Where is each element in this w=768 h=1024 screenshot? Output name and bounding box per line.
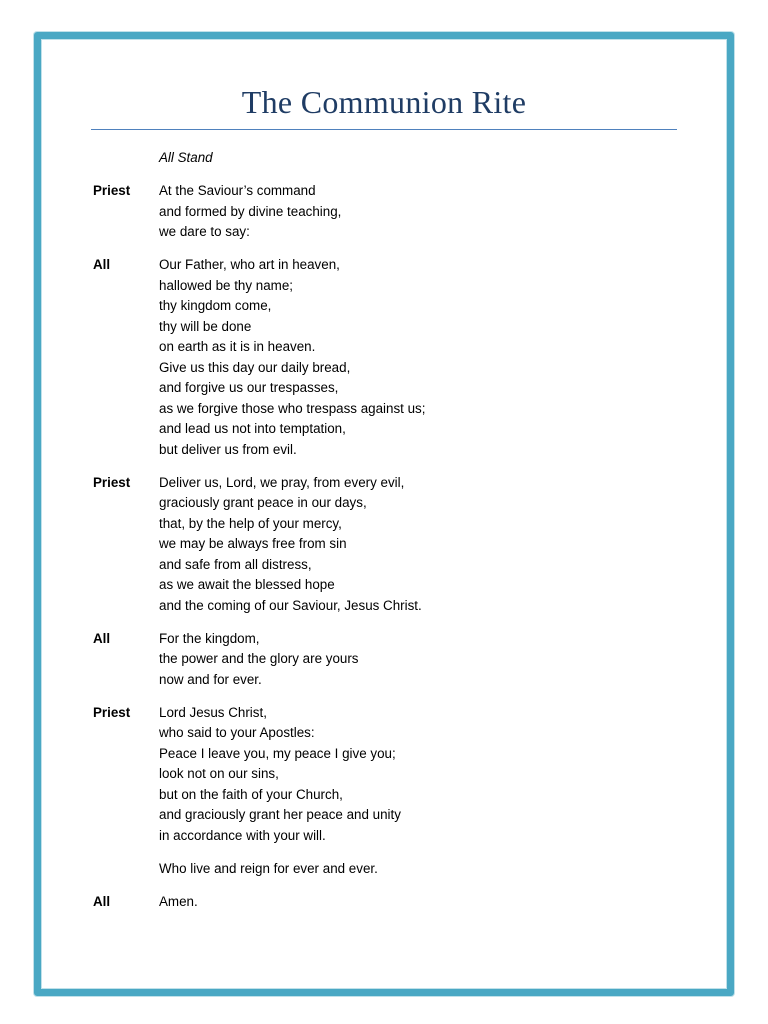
stanza-line: Peace I leave you, my peace I give you; — [159, 745, 396, 761]
stanza-line: we may be always free from sin — [159, 536, 347, 551]
stanza-lords-prayer — [93, 255, 683, 460]
speaker-label: All — [93, 630, 111, 646]
stanza-line: and safe from all distress, — [159, 556, 312, 572]
rubric-stanza — [93, 148, 683, 169]
stanza-line: For the kingdom, — [159, 630, 260, 646]
stanza-line: Amen. — [159, 893, 198, 909]
stanza-conclusion — [93, 859, 683, 880]
title-underline — [91, 129, 677, 130]
stanza-line: as we forgive those who trespass against us; — [159, 400, 426, 416]
stanza-lines — [159, 703, 683, 847]
speaker-label — [93, 859, 159, 880]
stanza-lines — [159, 181, 683, 243]
stanza-line: that, by the help of your mercy, — [159, 515, 342, 531]
stanza-lines — [159, 255, 683, 460]
stanza-line: and formed by divine teaching, — [159, 203, 342, 219]
stanza-line: and lead us not into temptation, — [159, 421, 346, 436]
stanza-line: Give us this day our daily bread, — [159, 359, 351, 375]
rubric-all-stand: All Stand — [159, 150, 213, 165]
stanza-line: who said to your Apostles: — [159, 725, 315, 740]
stanza-line: Who live and reign for ever and ever. — [159, 860, 378, 876]
stanza-line: and forgive us our trespasses, — [159, 380, 339, 395]
stanza-line: now and for ever. — [159, 671, 262, 687]
speaker-label: Priest — [93, 704, 131, 720]
stanza-line: and the coming of our Saviour, Jesus Christ. — [159, 597, 422, 613]
stanza-line: we dare to say: — [159, 224, 250, 239]
speaker-label: Priest — [93, 183, 131, 198]
stanza-line: look not on our sins, — [159, 766, 279, 781]
stanza-lines — [159, 892, 683, 913]
stanza-line: as we await the blessed hope — [159, 577, 335, 592]
stanza-line: graciously grant peace in our days, — [159, 495, 367, 510]
stanza-line: but on the faith of your Church, — [159, 786, 343, 802]
stanza-lines — [159, 148, 683, 169]
speaker-label: All — [93, 893, 111, 909]
stanza-line: Our Father, who art in heaven, — [159, 257, 340, 272]
stanza-line: in accordance with your will. — [159, 827, 326, 843]
stanza-doxology — [93, 629, 683, 691]
stanza-amen — [93, 892, 683, 913]
stanza-priest-peace-prayer — [93, 703, 683, 847]
stanza-line: At the Saviour’s command — [159, 183, 316, 198]
stanza-line: Lord Jesus Christ, — [159, 704, 267, 720]
stanza-priest-invitation — [93, 181, 683, 243]
stanza-line: on earth as it is in heaven. — [159, 339, 316, 354]
stanza-line: and graciously grant her peace and unity — [159, 807, 401, 822]
liturgy-content — [93, 148, 683, 925]
stanza-line: Deliver us, Lord, we pray, from every evil, — [159, 474, 405, 490]
speaker-label: All — [93, 257, 111, 272]
stanza-line: thy kingdom come, — [159, 298, 272, 313]
stanza-line: the power and the glory are yours — [159, 651, 359, 666]
stanza-lines — [159, 859, 683, 880]
speaker-label — [93, 148, 159, 169]
stanza-line: hallowed be thy name; — [159, 277, 293, 293]
stanza-lines — [159, 629, 683, 691]
page-title: The Communion Rite — [241, 84, 527, 120]
stanza-line: but deliver us from evil. — [159, 441, 297, 457]
stanza-line: thy will be done — [159, 318, 252, 334]
stanza-lines — [159, 473, 683, 617]
stanza-priest-embolism — [93, 473, 683, 617]
speaker-label: Priest — [93, 474, 131, 490]
